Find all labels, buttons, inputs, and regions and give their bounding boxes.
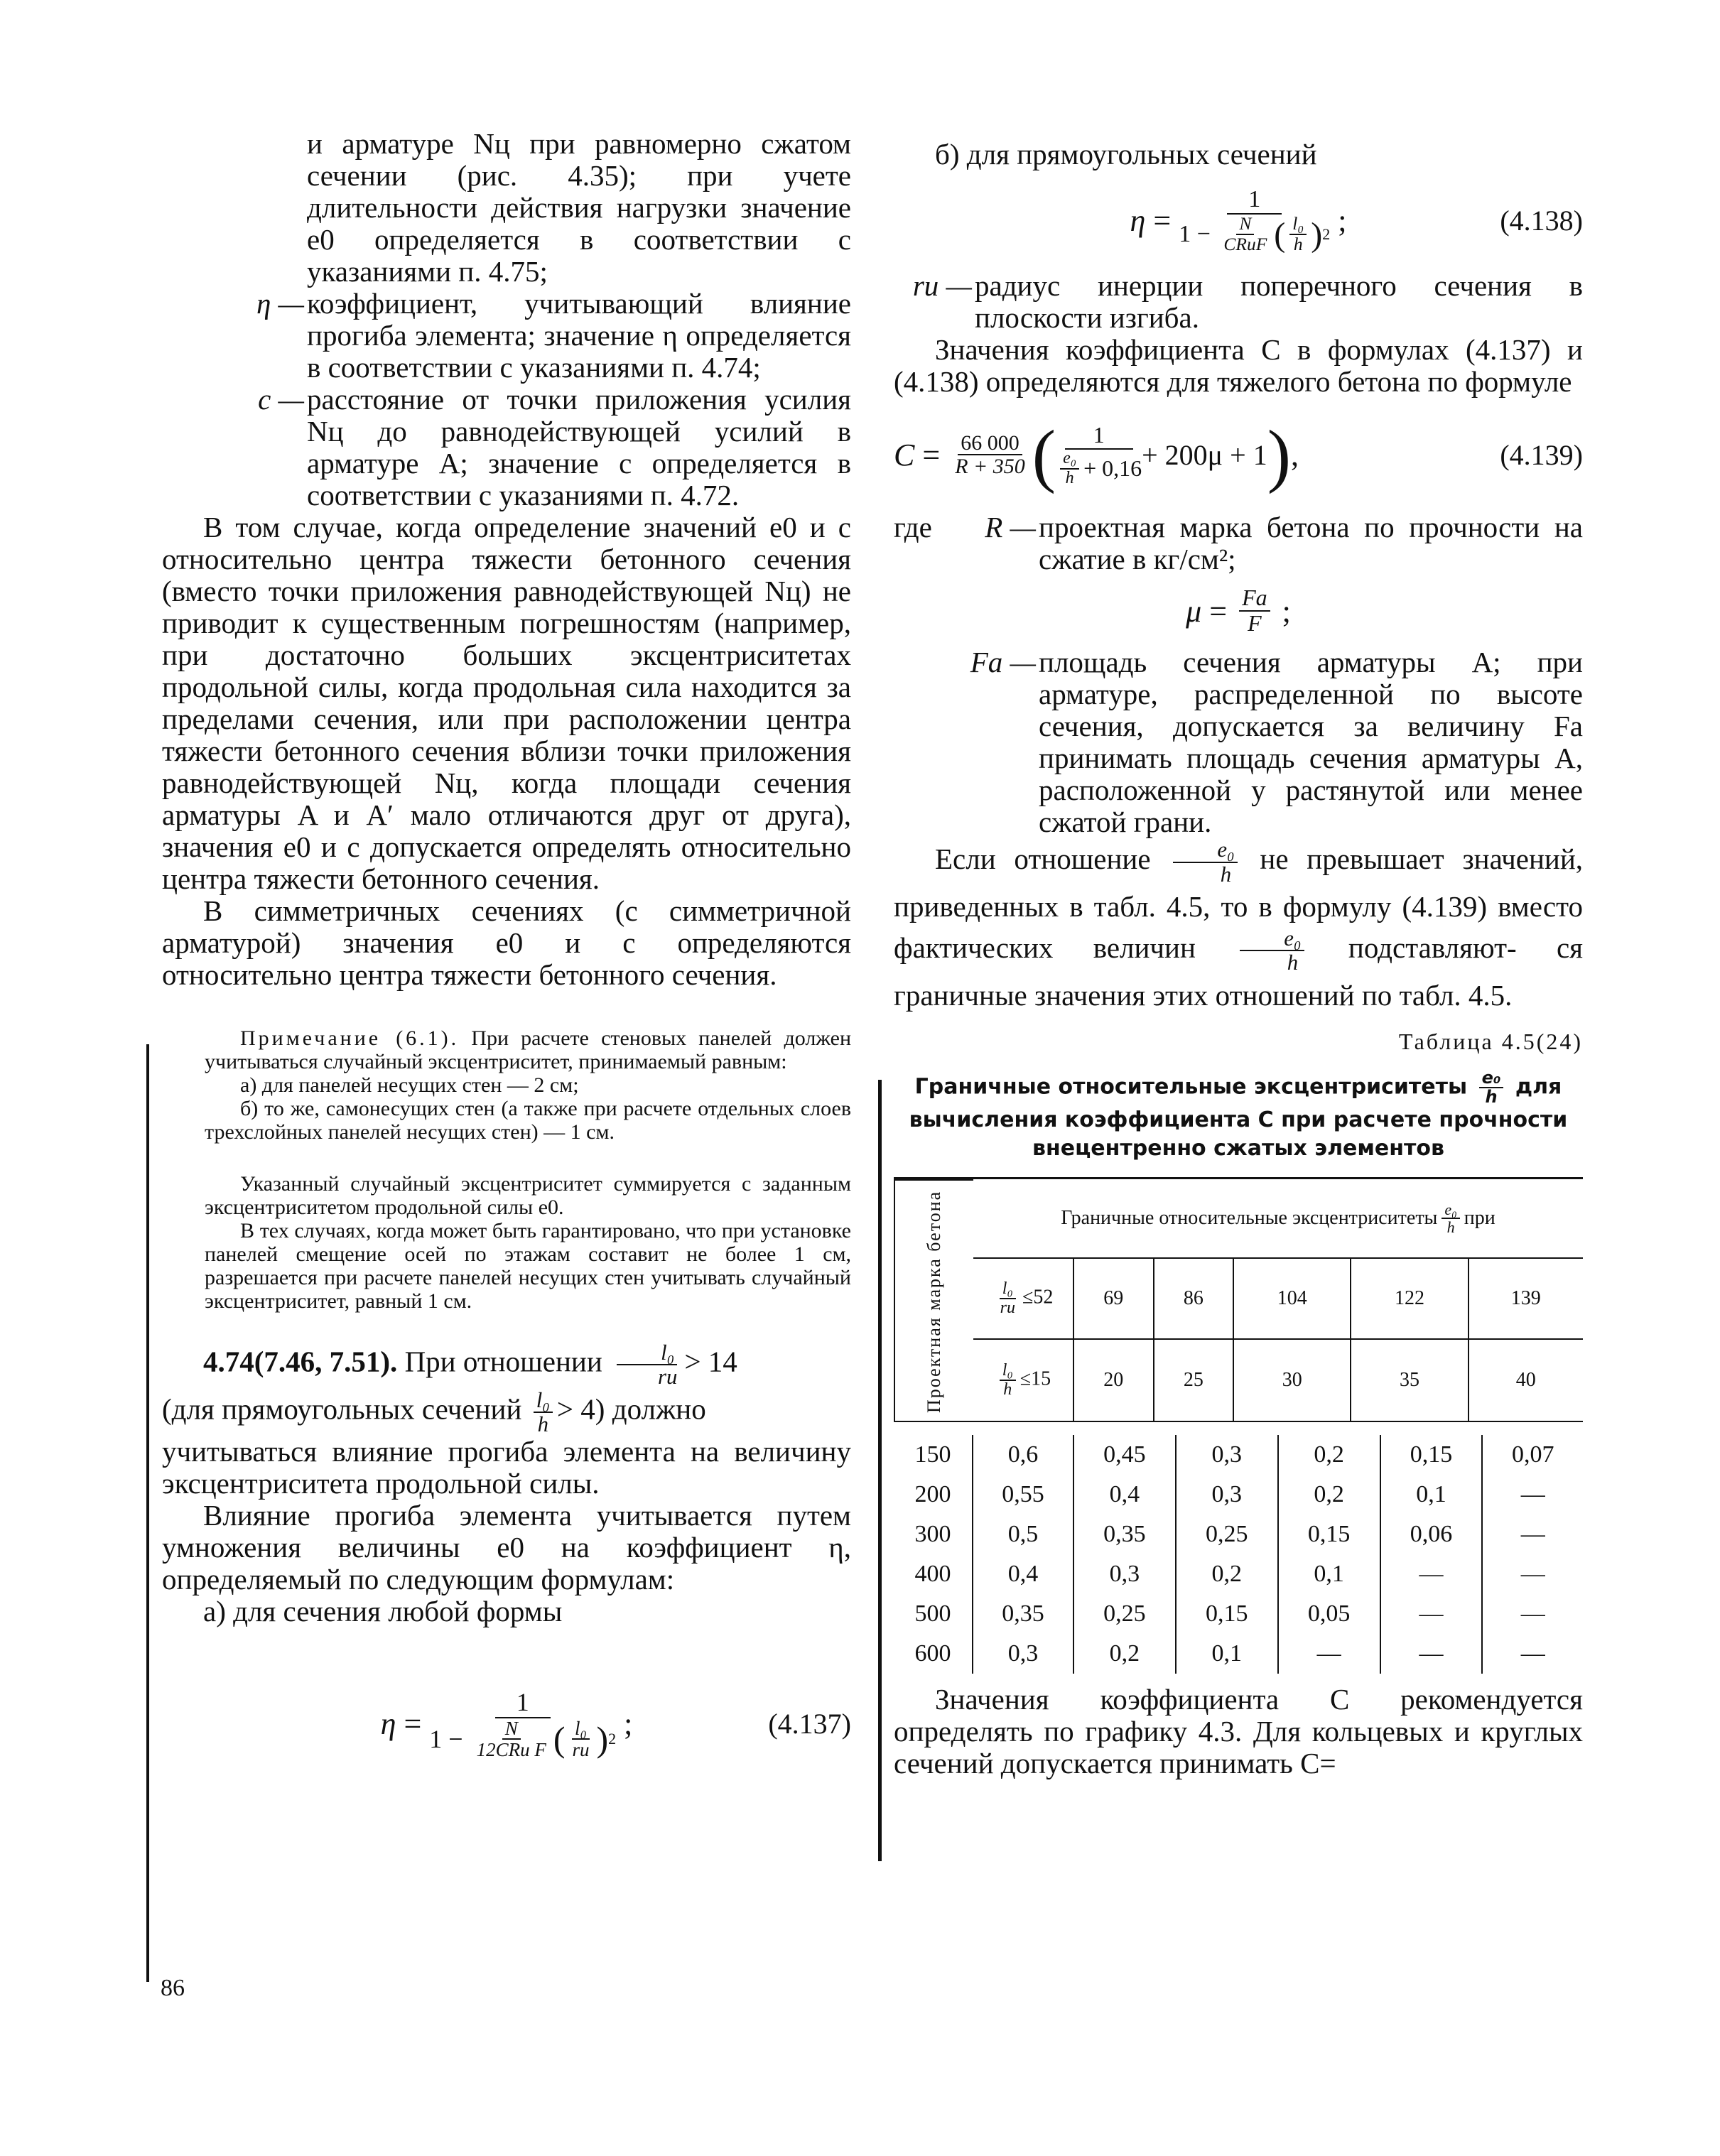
- table-side-header: Проектная марка бетона: [894, 1179, 973, 1422]
- f137-ratio: $\frac{\text{l₀}}{rи}$: [572, 1717, 590, 1761]
- section-rect: (для прямоугольных сечений $\frac{\text{l₀}}{h}$ > 4) должно: [162, 1387, 706, 1436]
- eta-symbol: η —: [256, 287, 304, 320]
- section-text-1: При отношении: [404, 1345, 602, 1378]
- ri-def: [894, 270, 1583, 334]
- left-column: [162, 128, 851, 1777]
- f139-tail: + 200μ + 1: [1142, 438, 1267, 471]
- section-heading: 4.74(7.46, 7.51).: [203, 1345, 398, 1378]
- left-margin-rule: [146, 1044, 149, 1982]
- fa-text: площадь сечения арматуры A; при арматуре, распределенной по высоте сечения, допускается за величину Fa принимать площадь сечения арматуры A, расположенной у растянутой или менее сжатой грани.: [1039, 646, 1583, 838]
- f137-label: (4.137): [768, 1707, 851, 1740]
- table-row: 600 0,3 0,2 0,1 — — —: [894, 1634, 1583, 1674]
- ri-symbol: rи —: [912, 269, 972, 302]
- eta-def: [162, 288, 851, 384]
- r-text: проектная марка бетона по прочности на сжатие в кг/см²;: [1039, 511, 1583, 575]
- note-intro: [205, 1026, 851, 1073]
- paragraph-symmetric: В симметричных сечениях (с симметричной арматурой) значения e0 и c определяются относительно центра тяжести бетонного сечения.: [162, 894, 851, 991]
- note-b: а) для панелей несущих стен — 2 см;: [240, 1073, 579, 1097]
- paragraph-any-shape: а) для сечения любой формы: [203, 1595, 563, 1628]
- section-474: [162, 1341, 851, 1389]
- r-def: [894, 511, 1583, 575]
- table-row: 400 0,4 0,3 0,2 0,1 — —: [894, 1554, 1583, 1594]
- c-def: [162, 384, 851, 511]
- c-text: расстояние от точки приложения усилия Nц до равнодействующей усилий в арматуре A; значение c определяется в соответствии с указаниями п. 4.72.: [307, 383, 851, 511]
- table-label: Таблица 4.5(24): [1398, 1028, 1583, 1054]
- f139-coef: $\frac{66 000}{R + 350}$: [955, 430, 1025, 478]
- table-row-h: $\frac{\text{l₀}}{h}$ ≤15 20 25 30 35 40: [973, 1339, 1583, 1421]
- l0-over-h: $\frac{\text{l₀}}{h}$: [534, 1389, 553, 1436]
- fa-def: [894, 646, 1583, 838]
- r-symbol: R —: [985, 511, 1036, 543]
- intro-text: и арматуре Nц при равномерно сжатом сечении (рис. 4.35); при учете длительности действия нагрузки значение e0 определяется в соответствии с указаниями п. 4.75;: [307, 127, 851, 288]
- note-block: [162, 1026, 851, 1313]
- table-row: 150 0,6 0,45 0,3 0,2 0,15 0,07: [894, 1435, 1583, 1475]
- table-top-header: Граничные относительные эксцентриситеты $\frac{\text{e₀}}{h}$ при: [973, 1179, 1583, 1259]
- paragraph-influence: Влияние прогиба элемента учитывается путем умножения величины e0 на коэффициент η, определяемый по следующим формулам:: [162, 1499, 851, 1596]
- f137-inner-frac: $\frac{N}{\text{12CRи F}}$: [476, 1717, 546, 1761]
- c-symbol: c —: [258, 383, 304, 416]
- table-row: 300 0,5 0,35 0,25 0,15 0,06 —: [894, 1515, 1583, 1554]
- note-c: б) то же, самонесущих стен (а также при расчете отдельных слоев трехслойных панелей несущих стен) — 1 см.: [205, 1097, 851, 1144]
- table-cond-rows: [973, 1259, 1583, 1421]
- ri-text: радиус инерции поперечного сечения в плоскости изгиба.: [975, 269, 1583, 334]
- formula-4-137: η = 1 1 − $\frac{N}{\text{12CRи F}}$ ( $\frac{\text{l₀}}{rи}$ ) 2 ; (4.137): [380, 1687, 851, 1761]
- center-rule: [878, 1080, 882, 1861]
- formula-4-139: C = $\frac{66 000}{R + 350}$ ( 1 $\frac{\text{e₀}}{h}$ + 0,16 + 200μ + 1 ) , (4.139): [894, 415, 1583, 494]
- right-column: [894, 139, 1583, 1779]
- where-word: где: [894, 511, 932, 543]
- note-title: Примечание (6.1).: [240, 1026, 460, 1050]
- table-body: [894, 1435, 1583, 1674]
- eta-text: коэффициент, учитывающий влияние прогиба элемента; значение η определяется в соответствии с указаниями п. 4.74;: [307, 287, 851, 384]
- note-a: При расчете стеновых панелей должен учитываться случайный эксцентриситет, принимаемый равным:: [205, 1026, 852, 1073]
- l0-over-ri: $\frac{\text{l₀}}{rи}$: [614, 1341, 680, 1389]
- section-text-4: > 4: [556, 1392, 595, 1426]
- section-text-6: учитываться влияние прогиба элемента на величину эксцентриситета продольной силы.: [162, 1435, 851, 1500]
- paragraph-if-ratio: Если отношение $\frac{\text{e₀}}{h}$ не превышает значений, приведенных в табл. 4.5, то в формулу (4.139) вместо фактических величин $\frac{\text{e₀}}{h}$ подставляют- ся граничные значения этих отношений по табл. 4.5.: [894, 838, 1584, 1012]
- intro-def: [162, 128, 851, 288]
- table-row: 500 0,35 0,25 0,15 0,05 — —: [894, 1594, 1583, 1634]
- f138-inner-frac: $\frac{N}{\text{CRиF}}$: [1223, 213, 1267, 254]
- f138-label: (4.138): [1500, 204, 1583, 237]
- note-d: Указанный случайный эксцентриситет суммируется с заданным эксцентриситетом продольной силы e0.: [205, 1172, 851, 1219]
- table-4-5: [894, 1177, 1583, 1676]
- f139-e0h: $\frac{\text{e₀}}{h}$: [1060, 450, 1079, 487]
- table-row-ri: $\frac{\text{l₀}}{rи}$ ≤52 69 86 104 122 139: [973, 1259, 1583, 1339]
- page-number: 86: [161, 1975, 185, 2001]
- paragraph-graph: Значения коэффициента C рекомендуется определять по графику 4.3. Для кольцевых и круглых сечений допускается принимать C=: [894, 1683, 1583, 1780]
- table-caption: Граничные относительные эксцентриситеты $\frac{\text{e₀}}{h}$ для вычисления коэффициента C при расчете прочности внецентренно сжатых элементов: [909, 1067, 1568, 1161]
- paragraph-centroid: В том случае, когда определение значений e0 и c относительно центра тяжести бетонного сечения (вместо точки приложения равнодействующей Nц) не приводит к существенным погрешностям (например, при достаточно больших эксцентриситетах продольной силы, когда продольная сила находится за пределами сечения, или при расположении центра тяжести бетонного сечения вблизи точки приложения равнодействующей Nц, когда площади сечения арматуры A и A′ мало отличаются друг от друга), значения e0 и c допускается определять относительно центра тяжести бетонного сечения.: [162, 511, 851, 895]
- f138-ratio: $\frac{\text{l₀}}{h}$: [1289, 215, 1307, 254]
- section-text-5: должно: [612, 1392, 706, 1426]
- section-text-3: для прямоугольных сечений: [171, 1392, 522, 1426]
- paragraph-coef-c: Значения коэффициента C в формулах (4.137) и (4.138) определяются для тяжелого бетона по формуле: [894, 333, 1583, 398]
- f139-label: (4.139): [1500, 438, 1583, 471]
- formula-mu: μ = $\frac{Fa}{F}$ ;: [1186, 585, 1291, 636]
- fa-symbol: Fa —: [970, 646, 1036, 678]
- f137-numerator: 1: [495, 1687, 551, 1718]
- section-text-2: > 14: [684, 1345, 737, 1378]
- note-e: В тех случаях, когда может быть гарантировано, что при установке панелей смещение осей по этажам составит не более 1 см, разрешается при расчете панелей несущих стен учитывать случайный эксцентриситет, равный 1 см.: [205, 1219, 851, 1313]
- table-row: 200 0,55 0,4 0,3 0,2 0,1 —: [894, 1475, 1583, 1515]
- formula-4-138: η = 1 1 − $\frac{N}{\text{CRиF}}$ ( $\frac{\text{l₀}}{h}$ ) 2 ; (4.138): [1130, 186, 1583, 254]
- paragraph-rect: б) для прямоугольных сечений: [935, 138, 1317, 170]
